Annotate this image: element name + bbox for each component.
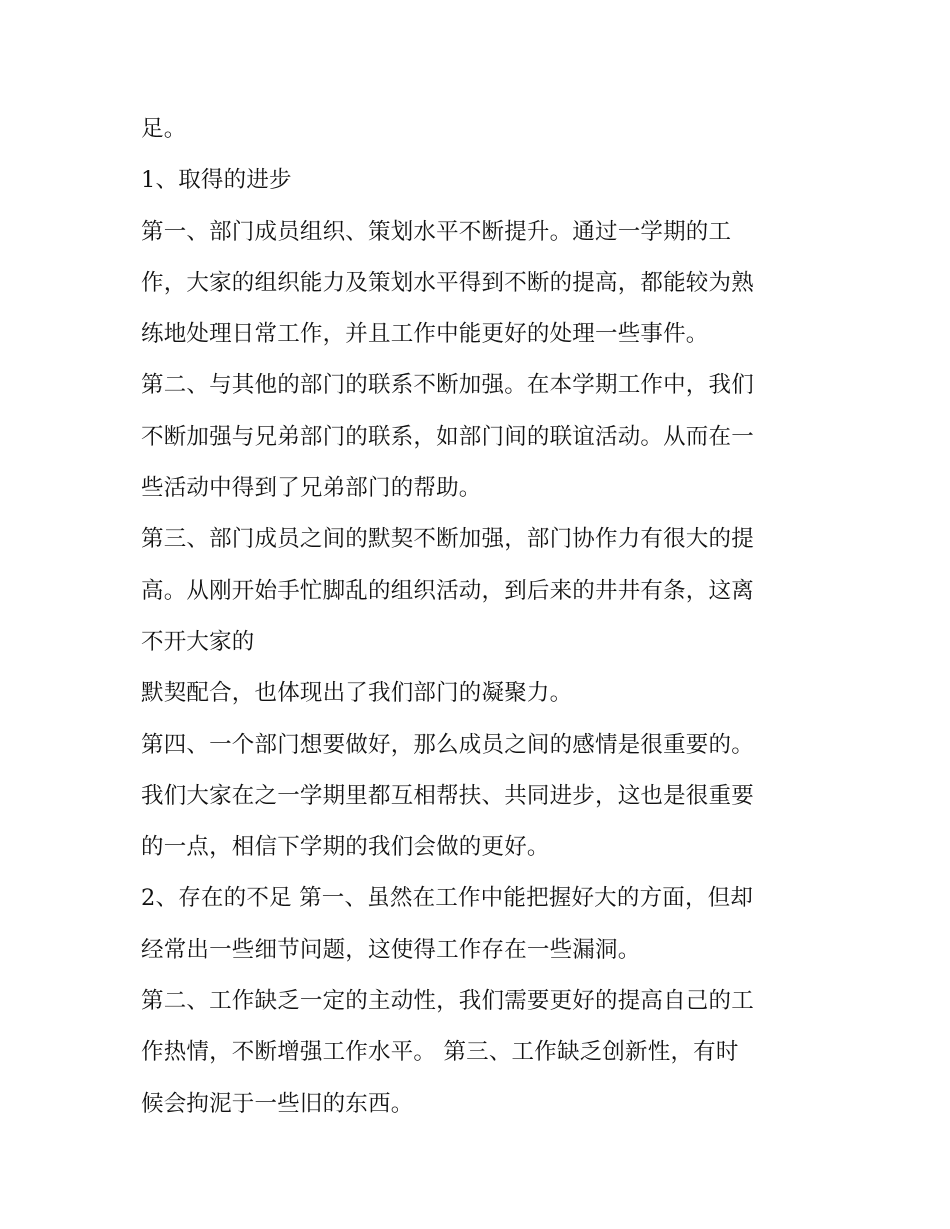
text-line: 不断加强与兄弟部门的联系，如部门间的联谊活动。从而在一 bbox=[141, 423, 754, 450]
text-line: 作热情，不断增强工作水平。 第三、工作缺乏创新性，有时 bbox=[141, 1039, 739, 1066]
text-line: 第二、工作缺乏一定的主动性，我们需要更好的提高自己的工 bbox=[141, 988, 754, 1015]
text-line: 第二、与其他的部门的联系不断加强。在本学期工作中，我们 bbox=[141, 372, 754, 399]
body-text bbox=[141, 104, 831, 1130]
text-line: 经常出一些细节问题，这使得工作存在一些漏洞。 bbox=[141, 936, 641, 963]
text-line: 不开大家的 bbox=[141, 628, 255, 655]
text-line: 第四、一个部门想要做好，那么成员之间的感情是很重要的。 bbox=[141, 731, 754, 758]
text-line: 第三、部门成员之间的默契不断加强，部门协作力有很大的提 bbox=[141, 526, 754, 553]
text-line: 我们大家在之一学期里都互相帮扶、共同进步，这也是很重要 bbox=[141, 782, 754, 809]
section-heading: 2、存在的不足 第一、虽然在工作中能把握好大的方面，但却 bbox=[141, 885, 754, 912]
section-heading: 1、取得的进步 bbox=[141, 167, 292, 194]
text-line: 默契配合，也体现出了我们部门的凝聚力。 bbox=[141, 680, 573, 707]
text-line: 练地处理日常工作，并且工作中能更好的处理一些事件。 bbox=[141, 321, 709, 348]
text-line: 第一、部门成员组织、策划水平不断提升。通过一学期的工 bbox=[141, 218, 732, 245]
text-line: 作，大家的组织能力及策划水平得到不断的提高，都能较为熟 bbox=[141, 269, 754, 296]
text-line: 的一点，相信下学期的我们会做的更好。 bbox=[141, 834, 550, 861]
text-line: 足。 bbox=[141, 116, 187, 142]
text-line: 些活动中得到了兄弟部门的帮助。 bbox=[141, 475, 482, 502]
text-line: 高。从刚开始手忙脚乱的组织活动，到后来的井井有条，这离 bbox=[141, 577, 754, 604]
text-line: 候会拘泥于一些旧的东西。 bbox=[141, 1090, 414, 1117]
